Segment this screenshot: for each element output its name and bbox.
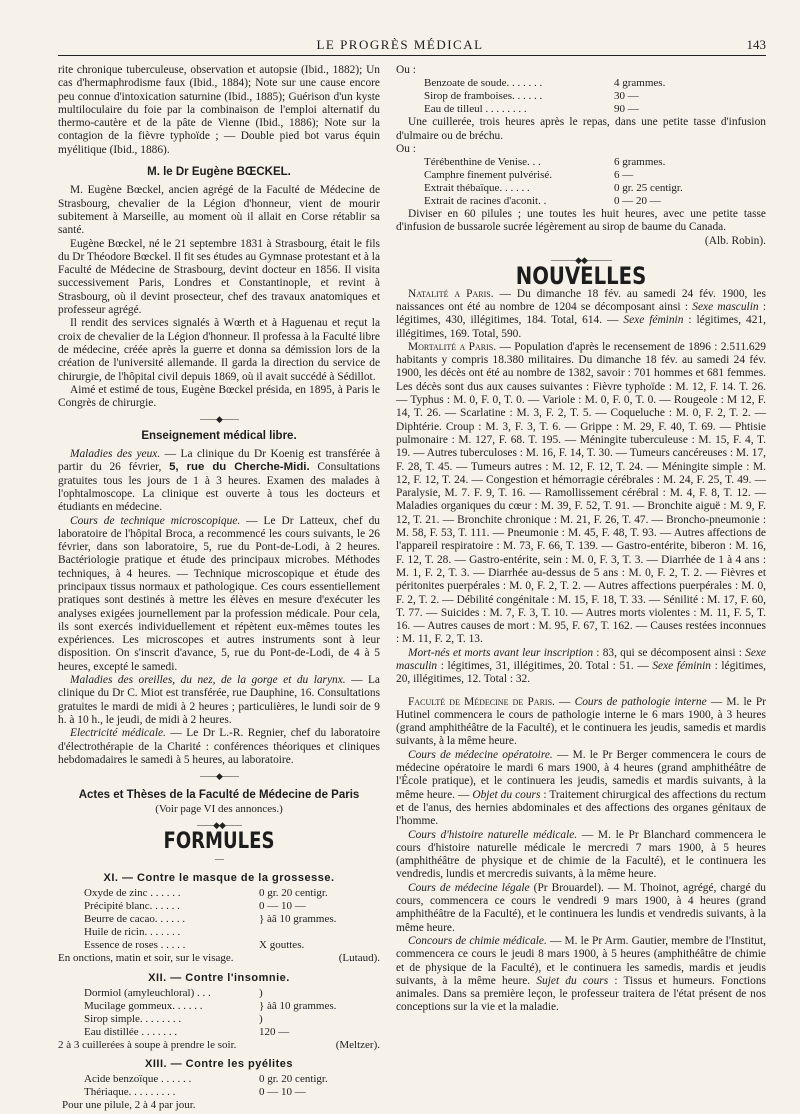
ingredient-name: Acide benzoïque . . . . . . — [84, 1073, 192, 1086]
formula-title: XII. — Contre l'insomnie. — [148, 971, 290, 984]
ingredient-dose: 4 grammes. — [614, 77, 666, 90]
course-text: Consultations gratuites tous les jours de 1 à 3 heures. Examen des malades à l'ophtalmoscope. La clinique est ouverte à tous les docteurs et étudiants en médecine. — [58, 461, 380, 514]
ingredient-dose: 6 grammes. — [614, 156, 666, 169]
course-title: Cours de technique microscopique. — [70, 514, 241, 527]
ingredient-dose — [259, 926, 380, 939]
ingredient-row — [84, 887, 380, 900]
ingredient-dose: } àâ 10 grammes. — [259, 999, 337, 1012]
separator: ——◆◆—— — [197, 820, 241, 831]
ingredient-name: Précipité blanc. . . . . . — [84, 900, 180, 913]
ingredient-row — [84, 926, 380, 939]
teaching-heading: Enseignement médical libre. — [141, 429, 297, 442]
ingredient-name: Essence de roses . . . . . — [84, 939, 186, 952]
teaching-item — [58, 674, 380, 727]
news-item-title: Cours de médecine opératoire. — [408, 748, 553, 761]
news-item-title: Mort-nés et morts avant leur inscription — [408, 646, 594, 659]
ingredient-name: Huile de ricin. . . . . . . — [84, 926, 181, 939]
news-text: Cours de pathologie interne — [574, 695, 707, 708]
page-number: 143 — [746, 37, 766, 52]
news-title: NOUVELLES — [515, 262, 647, 291]
ingredient-dose: 0 gr. 20 centigr. — [259, 887, 328, 900]
formula-ingredients — [396, 77, 766, 116]
news-item-course — [396, 882, 766, 935]
ingredient-row — [84, 987, 380, 1000]
acts-subheading: (Voir page VI des annonces.) — [155, 802, 283, 815]
ingredient-row — [424, 77, 766, 90]
formula-author: (Meltzer). — [335, 1038, 380, 1051]
teaching-item — [58, 727, 380, 767]
ingredient-dose: 0 — 20 — — [614, 195, 661, 208]
ingredient-name: Thériaque. . . . . . . . . — [84, 1086, 176, 1099]
ingredient-row — [424, 182, 766, 195]
news-text: Sujet du cours — [536, 974, 609, 987]
separator: ——◆—— — [200, 414, 238, 425]
separator: ——◆—— — [200, 771, 238, 782]
news-item-title: Natalité a Paris. — [408, 287, 494, 300]
news-text: (Pr Brouardel). — M. Thoinot, agrégé, chargé du cours, commencera ce cours le vendredi 9 mars 1900, à 4 heures (grand amphithéâtre de la Faculté), et le continuera les lundis et vendredis suivants, à la même heure. — [396, 881, 767, 934]
ingredient-name: Extrait de racines d'aconit. . — [424, 195, 547, 208]
ingredient-row — [424, 169, 766, 182]
news-item-title: Mortalité a Paris. — [408, 340, 497, 353]
news-text: — — [554, 695, 575, 708]
ingredient-row — [84, 1086, 380, 1099]
ingredient-name: Sirop simple. . . . . . . . — [84, 1012, 182, 1025]
teaching-item — [58, 515, 380, 675]
news-item-mortalite — [396, 341, 766, 647]
ingredient-dose: 0 gr. 20 centigr. — [259, 1073, 328, 1086]
ingredient-dose: 6 — — [614, 169, 634, 182]
ingredient-dose: ) — [259, 986, 263, 999]
right-column — [396, 64, 766, 1015]
ingredient-name: Camphre finement pulvérisé. — [424, 169, 552, 182]
ingredient-name: Benzoate de soude. . . . . . . — [424, 77, 543, 90]
ingredient-row — [84, 913, 380, 926]
or-label: Ou : — [396, 64, 416, 76]
formulas-title: FORMULES — [163, 829, 275, 855]
course-title: Maladies des yeux. — [70, 448, 161, 461]
news-text: : légitimes, 31, illégitimes, 20. Total : 51. — — [437, 659, 653, 672]
ingredient-name: Térébenthine de Venise. . . — [424, 156, 541, 169]
formula-note-row — [58, 952, 380, 965]
ingredient-row — [84, 1000, 380, 1013]
news-text: — M. le Pr Arm. Gautier, membre de l'Institut, commencera ce cours le jeudi 8 mars 1900, à 5 heures (amphithéâtre de chimie et de physique de la Faculté), et le continuera les samedis, mardis et jeudis suivants, à la même heure. — [396, 934, 766, 987]
left-column — [58, 64, 380, 1113]
news-text: : légitimes, 421, illégitimes, 169. Total, 590. — [396, 314, 766, 340]
formula-note: Pour une pilule, 2 à 4 par jour. — [62, 1099, 196, 1112]
ingredient-dose: 30 — — [614, 90, 639, 103]
header-rule — [58, 55, 766, 56]
news-text: : 83, qui se décomposent ainsi : — [593, 646, 746, 659]
formula-author: (Lutaud). — [338, 952, 380, 965]
news-text: — M. le Pr Blanchard commencera le cours d'histoire naturelle médicale le mercredi 7 mars 1900, à 5 heures (amphithéâtre de physique et de chimie de la Faculté), et le continuera les vendredis, lundis et mercredis suivants, à la même heure. — [396, 828, 766, 881]
obituary-paragraph: M. Eugène Bœckel, ancien agrégé de la Faculté de Médecine de Strasbourg, chevalier de la Légion d'honneur, vient de mourir subitement à Marseille, au moment où il allait en Corse rétablir sa santé. — [58, 184, 380, 237]
formula-note-row — [58, 1039, 380, 1052]
ingredient-dose: } àâ 10 grammes. — [259, 913, 337, 926]
ingredient-name: Eau de tilleul . . . . . . . . — [424, 103, 527, 116]
obituary-paragraph: Il rendit des services signalés à Wœrth et à Haguenau et reçut la croix de chevalier de la Légion d'honneur. Il professa à la Faculté libre de médecine, créée après la guerre et donna sa démission lors de la création de l'université allemande. Il garda la direction du service de chirurgie, de l'hôpital civil depuis 1869, où il avait succédé à Sédillot. — [58, 317, 380, 383]
course-title: Electricité médicale. — [70, 727, 166, 740]
news-text: : Tissus et humeurs. Fonctions animales. Dans sa première leçon, le professeur traitera de l'état présent de nos conceptions sur la vie et la maladie. — [396, 974, 766, 1014]
ingredient-name: Sirop de framboises. . . . . . — [424, 90, 543, 103]
ingredient-row — [424, 195, 766, 208]
formula-note: Une cuillerée, trois heures après le repas, dans une petite tasse d'infusion d'ulmaire ou de bréchu. — [396, 116, 766, 142]
news-item-title: Concours de chimie médicale. — [408, 934, 547, 947]
ingredient-dose: X gouttes. — [259, 939, 305, 952]
formula-note: En onctions, matin et soir, sur le visage. — [58, 952, 234, 965]
ingredient-name: Dormiol (amyleuchloral) . . . — [84, 986, 211, 999]
separator: — — [215, 853, 223, 864]
news-text: — M. le Pr Berger commencera le cours de médecine opératoire le mardi 6 mars 1900, à 4 heures (grand amphithéâtre de l'École pratique), et le continuera les jeudis, samedis et mardis suivants, à la même heure. — — [396, 748, 766, 801]
ingredient-name: Oxyde de zinc . . . . . . — [84, 887, 181, 900]
news-item-title: Cours de médecine légale — [408, 881, 530, 894]
journal-title: LE PROGRÈS MÉDICAL — [316, 37, 484, 52]
news-text: — M. le Pr Hutinel commencera le cours de pathologie interne le 6 mars 1900, à 3 heures (grand amphithéâtre de la Faculté), et le continuera les jeudis, samedis et mardis suivants, à la même heure. — [396, 695, 767, 748]
news-text: Objet du cours — [472, 788, 541, 801]
acts-heading: Actes et Thèses de la Faculté de Médecine de Paris — [78, 789, 360, 802]
ingredient-dose: 120 — — [259, 1025, 290, 1038]
ingredient-name: Beurre de cacao. . . . . . — [84, 913, 186, 926]
course-address: 5, rue du Cherche-Midi. — [169, 461, 310, 474]
ingredient-dose: 0 — 10 — — [259, 1086, 306, 1099]
intro-paragraph: rite chronique tuberculeuse, observation et autopsie (Ibid., 1882); Un cas d'hermaphrodisme faux (Ibid., 1884); Note sur une cause encore peu connue d'intoxication saturnine (Ibid., 1885); Guérison d'un kyste multiloculaire du foie par la combinaison de l'emploi alternatif du thermo-cautère et de la pâte de Vienne (Ibid., 1886); Note sur la contagion de la fièvre typhoïde ; — Double pied bot varus équin myélitique (Ibid., 1886). — [58, 64, 380, 156]
separator: ———◆◆——— — [551, 255, 611, 266]
formula-author: (Alb. Robin). — [704, 234, 766, 247]
news-item-course — [396, 829, 766, 882]
news-item-title: Cours d'histoire naturelle médicale. — [408, 828, 578, 841]
ingredient-row — [424, 156, 766, 169]
news-item-faculte — [396, 696, 766, 749]
teaching-item — [58, 448, 380, 514]
ingredient-name: Eau distillée . . . . . . . — [84, 1025, 178, 1038]
ingredient-dose: 0 gr. 25 centigr. — [614, 182, 683, 195]
news-item-natalite — [396, 288, 766, 341]
formula-title: XI. — Contre le masque de la grossesse. — [103, 871, 335, 884]
news-text: : Traitement chirurgical des affections du rectum et de l'anus, des hernies abdominales et des affections des organes génitaux de l'homme. — [396, 788, 766, 828]
news-text: Sexe féminin — [652, 659, 711, 672]
ingredient-dose: ) — [259, 1012, 263, 1025]
obituary-paragraph: Eugène Bœckel, né le 21 septembre 1831 à Strasbourg, était le fils du Dr Théodore Bœckel. Il fit ses études au Gymnase protestant et à la Faculté de Médecine de Strasbourg, devint docteur en 1856. Il visita successivement Paris, Londres et Constantinople, et revint à Strasbourg, où il devint prosecteur, chef des travaux anatomiques et professeur agrégé. — [58, 237, 380, 317]
ingredient-row — [84, 939, 380, 952]
formula-ingredients — [58, 887, 380, 952]
course-text: — La clinique du Dr C. Miot est transférée, rue Dauphine, 16. Consultations gratuites le mardi de midi à 2 heures ; particulières, le lundi soir de 9 h. à 10 h., le jeudi, de midi à 2 heures. — [58, 674, 380, 726]
formula-title: XIII. — Contre les pyélites — [145, 1058, 293, 1071]
obituary-heading: M. le Dr Eugène BŒCKEL. — [147, 166, 291, 179]
news-text: Sexe masculin — [692, 300, 759, 313]
ingredient-row — [424, 103, 766, 116]
news-item-course — [396, 935, 766, 1015]
course-text: — Le Dr Latteux, chef du laboratoire de l'hôpital Broca, a recommencé les cours suivants, le 26 février, dans son laboratoire, 5, rue du Pont-de-Lodi, à 2 heures. Bactériologie pratique et étude des principaux microbes. Méthodes techniques, à 4 heures. — Technique microscopique et étude des principaux tissus normaux et pathologique. Ces cours essentiellement pratiques sont destinés à mettre les élèves en mesure d'exécuter les analyses exigées journellement par la profession médicale. Pour cela, ils sont exercés individuellement et répètent eux-mêmes toutes les expériences. Les microscopes et autres instruments sont à leur disposition. On s'inscrit d'avance, 5, rue du Pont-de-Lodi, de 4 à 5 heures, excepté le samedi. — [58, 514, 380, 673]
news-text: : légitimes, 20, illégitimes, 12. Total : 32. — [396, 659, 766, 686]
obituary-paragraph: Aimé et estimé de tous, Eugène Bœckel présida, en 1895, à Paris le Congrès de chirurgie. — [58, 383, 380, 410]
formula-ingredients — [396, 156, 766, 208]
ingredient-row — [84, 1026, 380, 1039]
ingredient-dose: 90 — — [614, 103, 639, 116]
formula-note: 2 à 3 cuillerées à soupe à prendre le soir. — [58, 1038, 237, 1051]
ingredient-row — [84, 900, 380, 913]
formula-ingredients — [58, 987, 380, 1039]
page-header — [0, 0, 800, 60]
news-text: Sexe masculin — [396, 646, 766, 672]
ingredient-row — [84, 1013, 380, 1026]
course-title: Maladies des oreilles, du nez, de la gorge et du larynx. — [70, 674, 346, 687]
course-text: — La clinique du Dr Koenig est transférée à partir du 26 février, — [58, 448, 380, 474]
formula-ingredients — [58, 1073, 380, 1099]
ingredient-dose: 0 — 10 — — [259, 900, 306, 913]
ingredient-row — [424, 90, 766, 103]
news-item-mort-nes — [396, 647, 766, 687]
formula-note: Diviser en 60 pilules ; une toutes les huit heures, avec une petite tasse d'infusion de bussarole sucrée légèrement au sirop de baume du Canada. — [396, 208, 766, 234]
news-text: Sexe féminin — [623, 314, 684, 327]
ingredient-name: Mucilage gommeux. . . . . . — [84, 999, 203, 1012]
news-text: : légitimes, 430, illégitimes, 184. Total, 614. — — [396, 300, 767, 327]
news-item-title: Faculté de Médecine de Paris. — [408, 695, 555, 708]
news-item-course — [396, 749, 766, 829]
ingredient-row — [84, 1073, 380, 1086]
news-text: — Population d'après le recensement de 1896 : 2.511.629 habitants y compris 18.380 militaires. Du dimanche 18 fév. au samedi 24 fév. 1900, les décès ont été au nombre de 1382, savoir : 701 hommes et 681 femmes. Les décès sont dus aux causes suivantes : Fièvre typhoïde : M. 12, F. 14. T. 26. — Typhus : M. 0, F. 0, T. 0. — Variole : M. 0, F. 0, T. 0. — Rougeole : M 12, F. 14, T. 26. — Scarlatine : M. 3, F. 2, T. 5. — Coqueluche : M. 0, F. 2, T. 2. — Diphtérie. Croup : M. 3, F. 3, T. 6. — Grippe : M. 29, F. 40, T. 69. — Phtisie pulmonaire : M. 127, F. 68. T. 195. — Méningite tuberculeuse : M. 15, F. 4, T. 19. — Autres tuberculoses : M. 16, F. 14, T. 30. — Tumeurs cancéreuses : M. 17, F. 28, T. 45. — Tumeurs autres : M. 12, F. 12, T. 24. — Méningite simple : M. 12, F. 12, T. 24. — Congestion et hémorragie cérébrales : M. 24, F. 25, T. 49. — Paralysie, M. 7. F. 9, T. 16. — Ramollissement cérébral : M. 4, F. 8, T. 12. — Maladies organiques du cœur : M. 39, F. 52, T. 91. — Bronchite aiguë : M. 9, F. 12, T. 21. — Bronchite chronique : M. 21, F. 26, T. 47. — Broncho-pneumonie : M. 58, F. 53, T. 111. — Pneumonie : M. 45, F. 48, T. 93. — Autres affections de l'appareil respiratoire : M. 73, F. 66, T. 139. — Gastro-entérite, biberon : M. 16, F. 12, T. 28. — Gastro-entérite, sein : M. 0, F. 3, T. 3. — Diarrhée de 1 à 4 ans : M. 1, F. 2, T. 3. — Diarrhée au-dessus de 5 ans : M. 0, F. 2, T. 2. — Fièvres et péritonites puerpérales : M. 0, F. 2, T. 2. — Autres affections puerpérales : M. 0, F. 2, T. 2. — Débilité congénitale : M. 15, F. 18, T. 33. — Sénilité : M. 17, F. 60, T. 77. — Suicides : M. 7, F. 3, T. 10. — Autres morts violentes : M. 11, F. 5, T. 16. — Autres causes de mort : M. 95, F. 67, T. 162. — Causes restées inconnues : M. 11, F. 2, T. 13. — [396, 340, 766, 646]
or-label: Ou : — [396, 142, 416, 155]
course-text: — Le Dr L.-R. Regnier, chef du laboratoire d'électrothérapie de la Charité : conférences théoriques et cliniques hebdomadaires le samedi à 5 heures, au laboratoire. — [58, 727, 380, 766]
ingredient-name: Extrait thébaïque. . . . . . — [424, 182, 530, 195]
news-text: — Du dimanche 18 fév. au samedi 24 fév. 1900, les naissances ont été au nombre de 1204 se décomposant ainsi : — [396, 287, 766, 313]
